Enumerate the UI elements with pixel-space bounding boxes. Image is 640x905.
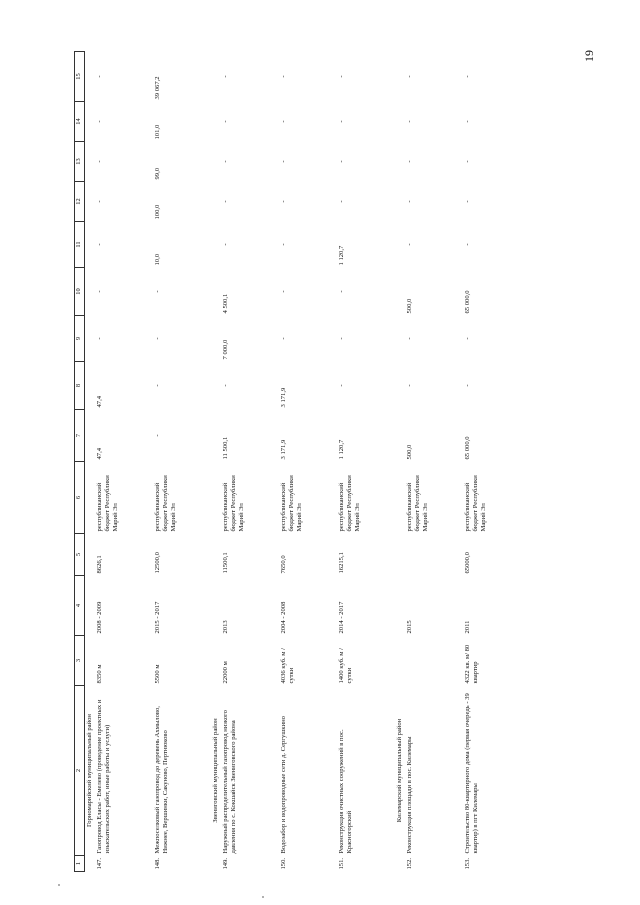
empty-cell [395,52,405,102]
cell-name: Наружный распределительный газопровод низкого давления по с. Кокшайск Звениговского района [222,710,238,854]
cell-capacity: 12500,0 [154,552,162,574]
registry-table [74,51,521,872]
column-number-6: 6 [75,462,85,534]
district-heading-row [211,52,221,872]
cell-c8: - [406,384,414,387]
cell-period: 2014 - 2017 [338,601,346,634]
empty-cell [211,410,221,462]
column-number-11: 11 [75,222,85,268]
cell-c13: 99,0 [154,167,162,180]
page-number: 19 [582,50,596,62]
cell-source: республиканский бюджет Республики Марий Эл [154,475,178,532]
cell-c12: - [280,200,288,203]
empty-cell [211,462,221,534]
cell-c8: - [338,384,346,387]
cell-n: 147. [96,857,104,870]
column-number-5: 5 [75,534,85,576]
cell-c10: 65 000,0 [464,290,472,314]
empty-cell [211,222,221,268]
cell-period: 2015 [406,620,414,634]
column-number-12: 12 [75,182,85,222]
cell-c7: - [154,434,162,437]
cell-c11: 10,0 [154,253,162,266]
cell-c9: - [338,337,346,340]
cell-capacity: 16215,1 [338,552,346,574]
cell-period: 2015 - 2017 [154,601,162,634]
cell-c13: - [338,160,346,163]
column-number-2: 2 [75,686,85,856]
cell-name: Строительство 80-квартирного дома (первая очередь - 39 квартир) в пгт Килемары [464,693,480,854]
column-number-8: 8 [75,362,85,410]
cell-n: 150. [280,857,288,870]
cell-c9: - [154,337,162,340]
cell-n: 153. [464,857,472,870]
column-number-1: 1 [75,856,85,872]
cell-c15: - [464,75,472,78]
empty-cell [211,534,221,576]
cell-c13: - [464,160,472,163]
table-row [279,52,337,872]
cell-capacity [405,534,463,576]
empty-cell [395,410,405,462]
cell-measure: 5500 м [154,664,162,684]
empty-cell [395,142,405,182]
cell-c8: - [154,384,162,387]
cell-c15: - [222,75,230,78]
cell-c13: - [406,160,414,163]
empty-cell [85,362,96,410]
scan-speck [262,896,264,898]
empty-cell [85,534,96,576]
cell-c13: - [222,160,230,163]
cell-c9: - [280,337,288,340]
table-row [221,52,279,872]
cell-capacity: 11500,1 [222,552,230,574]
cell-c12: - [338,200,346,203]
cell-c14: - [222,120,230,123]
column-number-3: 3 [75,636,85,686]
empty-cell [85,462,96,534]
empty-cell [85,636,96,686]
cell-c11: - [464,243,472,246]
column-number-4: 4 [75,576,85,636]
column-number-9: 9 [75,316,85,362]
cell-c10: - [96,290,104,293]
cell-c14: - [280,120,288,123]
cell-c8: 47,4 [96,395,104,408]
cell-period: 2013 [222,620,230,634]
district-heading: Килемарский муниципальный район [396,718,404,823]
cell-c11: - [96,243,104,246]
empty-cell [395,362,405,410]
cell-c11: - [222,243,230,246]
district-heading-spacer [395,856,405,872]
cell-c14: - [96,120,104,123]
column-number-7: 7 [75,410,85,462]
cell-source: республиканский бюджет Республики Марий Эл [406,475,430,532]
district-heading: Горномарийский муниципальный район [86,714,93,827]
cell-c14: 101,0 [154,124,162,140]
district-heading-row [395,52,405,872]
cell-c9: - [406,337,414,340]
cell-c9: - [96,337,104,340]
cell-c15: - [406,75,414,78]
empty-cell [395,636,405,686]
cell-c15: - [338,75,346,78]
empty-cell [85,410,96,462]
cell-measure [405,636,463,686]
empty-cell [85,576,96,636]
cell-period: 2008 - 2009 [96,601,104,634]
cell-c8: - [464,384,472,387]
district-heading: Звениговский муниципальный район [212,718,220,823]
cell-capacity: 7650,0 [280,555,288,574]
empty-cell [85,268,96,316]
cell-c10: - [338,290,346,293]
cell-n: 151. [338,857,346,870]
cell-c9: 7 000,0 [222,339,230,360]
table-header [75,52,85,872]
empty-cell [395,576,405,636]
cell-c12: 100,0 [154,204,162,220]
empty-cell [395,534,405,576]
empty-cell [211,182,221,222]
cell-source: республиканский бюджет Республики Марий Эл [464,475,488,532]
cell-n: 148. [154,857,162,870]
empty-cell [85,142,96,182]
cell-name: Газопровод Еласы - Емелево (проведение проектных и изыскательских работ, иные работы и услуги) [96,699,112,854]
table-row [337,52,395,872]
empty-cell [85,182,96,222]
cell-name: Межпоселковый газопровод до деревень Ахмылово, Нижнее, Вершинки, Сакуново, Пертнюково [154,706,170,854]
cell-source: республиканский бюджет Республики Марий Эл [338,475,362,532]
cell-c10: 4 500,1 [222,293,230,314]
cell-c7: 500,0 [406,444,414,460]
district-heading-spacer [211,856,221,872]
cell-period: 2011 [464,620,472,634]
table-row [153,52,211,872]
rotated-table-container [74,52,594,872]
scan-speck [58,884,60,886]
cell-c15: - [96,75,104,78]
district-heading-spacer [85,856,96,872]
cell-measure: 22000 м [222,661,230,684]
cell-source: республиканский бюджет Республики Марий Эл [280,475,304,532]
table-row [95,52,153,872]
cell-capacity: 8626,1 [96,555,104,574]
empty-cell [85,222,96,268]
cell-c13: - [96,160,104,163]
cell-measure: 1400 куб. м /сутки [338,648,354,684]
cell-c10: - [280,290,288,293]
table-row [463,52,521,872]
empty-cell [211,142,221,182]
column-number-10: 10 [75,268,85,316]
cell-c9: - [464,337,472,340]
cell-source: республиканский бюджет Республики Марий Эл [96,475,120,532]
empty-cell [211,636,221,686]
cell-period: 2004 - 2008 [280,601,288,634]
column-number-15: 15 [75,52,85,102]
cell-c13: - [280,160,288,163]
empty-cell [85,102,96,142]
cell-c11: 1 120,7 [338,245,346,266]
cell-c15: 39 067,2 [154,76,162,100]
cell-c14: - [338,120,346,123]
cell-c12: - [96,200,104,203]
cell-source: республиканский бюджет Республики Марий Эл [222,475,246,532]
empty-cell [395,316,405,362]
cell-c12: - [464,200,472,203]
cell-c10: 500,0 [406,298,414,314]
cell-c8: 3 171,9 [280,387,288,408]
cell-c7: 1 120,7 [338,439,346,460]
cell-c7: 65 000,0 [464,436,472,460]
empty-cell [395,102,405,142]
cell-c7: 11 500,1 [222,436,230,460]
cell-c8: - [222,384,230,387]
cell-name: Водозабор и водопроводные сети д. Сергушкино [280,716,288,854]
cell-c10: - [154,290,162,293]
table-row [405,52,463,872]
cell-c11: - [280,243,288,246]
column-number-13: 13 [75,142,85,182]
empty-cell [85,316,96,362]
district-heading-row [85,52,96,872]
empty-cell [211,52,221,102]
cell-c12: - [222,200,230,203]
cell-c7: 3 171,9 [280,439,288,460]
empty-cell [395,268,405,316]
cell-c14: - [464,120,472,123]
empty-cell [211,316,221,362]
cell-measure: 4036 куб. м / сутки [280,648,296,684]
empty-cell [395,182,405,222]
cell-n: 152. [406,857,414,870]
empty-cell [211,362,221,410]
cell-measure: 8350 м [96,664,104,684]
cell-capacity: 65000,0 [464,552,472,574]
empty-cell [211,102,221,142]
cell-name: Реконструкция площади в пос. Килемары [406,736,414,854]
cell-n: 149. [222,857,230,870]
cell-c15: - [280,75,288,78]
cell-c14: - [406,120,414,123]
cell-c12: - [406,200,414,203]
cell-c7: 47,4 [96,447,104,460]
table-body [85,52,522,872]
cell-name: Реконструкция очистных сооружений в пос. Красногорский [338,729,354,854]
empty-cell [395,222,405,268]
column-number-14: 14 [75,102,85,142]
empty-cell [211,576,221,636]
empty-cell [395,462,405,534]
empty-cell [85,52,96,102]
cell-measure: 4322 кв. м/ 80 квартир [464,644,480,684]
cell-c11: - [406,243,414,246]
empty-cell [211,268,221,316]
